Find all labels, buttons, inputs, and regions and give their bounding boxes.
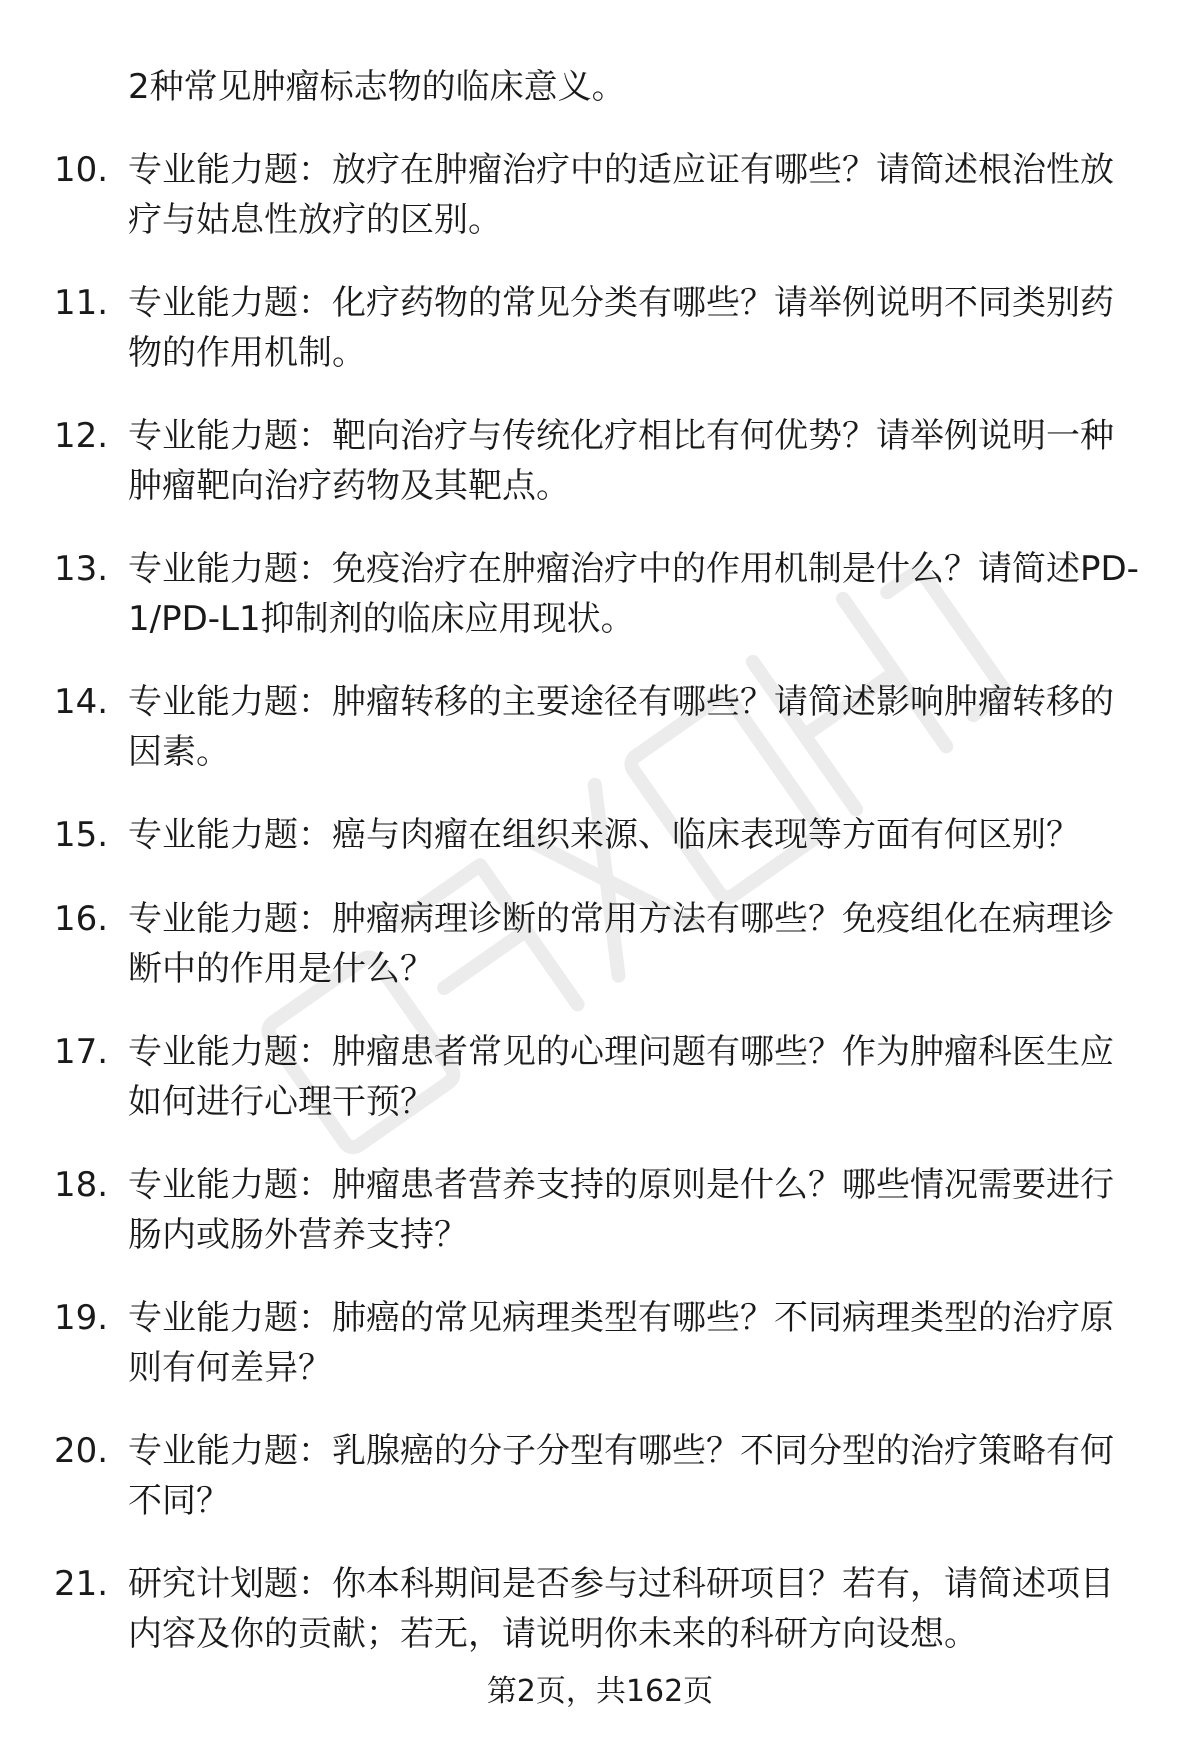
question-number: 12.	[54, 416, 109, 456]
question-number: 14.	[54, 682, 109, 722]
question-item	[0, 411, 1200, 544]
continuation-text: 2种常见肿瘤标志物的临床意义。	[128, 67, 626, 107]
question-number: 10.	[54, 150, 109, 190]
question-number: 19.	[54, 1298, 109, 1338]
question-item	[0, 1426, 1200, 1559]
question-item	[0, 544, 1200, 677]
question-text: 专业能力题：免疫治疗在肿瘤治疗中的作用机制是什么？请简述PD-1/PD-L1抑制剂的临床应用现状。	[128, 549, 1139, 639]
question-text: 专业能力题：化疗药物的常见分类有哪些？请举例说明不同类别药物的作用机制。	[128, 283, 1114, 373]
question-list	[0, 145, 1200, 1692]
question-number: 15.	[54, 815, 109, 855]
question-number: 18.	[54, 1165, 109, 1205]
question-item	[0, 810, 1200, 894]
question-text: 专业能力题：靶向治疗与传统化疗相比有何优势？请举例说明一种肿瘤靶向治疗药物及其靶点。	[128, 416, 1114, 506]
question-item	[0, 1027, 1200, 1160]
question-item	[0, 1293, 1200, 1426]
question-text: 专业能力题：肿瘤患者常见的心理问题有哪些？作为肿瘤科医生应如何进行心理干预？	[128, 1032, 1114, 1122]
question-text: 专业能力题：癌与肉瘤在组织来源、临床表现等方面有何区别？	[128, 815, 1080, 855]
question-item	[0, 1160, 1200, 1293]
question-number: 20.	[54, 1431, 109, 1471]
question-text: 专业能力题：肺癌的常见病理类型有哪些？不同病理类型的治疗原则有何差异？	[128, 1298, 1114, 1388]
page-footer: 第2页，共162页	[486, 1674, 714, 1709]
question-item	[0, 677, 1200, 810]
question-item	[0, 145, 1200, 278]
question-item	[0, 278, 1200, 411]
question-text: 专业能力题：放疗在肿瘤治疗中的适应证有哪些？请简述根治性放疗与姑息性放疗的区别。	[128, 150, 1114, 240]
question-number: 11.	[54, 283, 109, 323]
question-item	[0, 894, 1200, 1027]
question-number: 21.	[54, 1564, 109, 1604]
question-number: 16.	[54, 899, 109, 939]
question-text: 专业能力题：肿瘤患者营养支持的原则是什么？哪些情况需要进行肠内或肠外营养支持？	[128, 1165, 1114, 1255]
question-text: 专业能力题：肿瘤病理诊断的常用方法有哪些？免疫组化在病理诊断中的作用是什么？	[128, 899, 1114, 989]
question-text: 研究计划题：你本科期间是否参与过科研项目？若有，请简述项目内容及你的贡献；若无，请说明你未来的科研方向设想。	[128, 1564, 1114, 1654]
question-text: 专业能力题：乳腺癌的分子分型有哪些？不同分型的治疗策略有何不同？	[128, 1431, 1114, 1521]
question-number: 17.	[54, 1032, 109, 1072]
question-number: 13.	[54, 549, 109, 589]
question-text: 专业能力题：肿瘤转移的主要途径有哪些？请简述影响肿瘤转移的因素。	[128, 682, 1114, 772]
